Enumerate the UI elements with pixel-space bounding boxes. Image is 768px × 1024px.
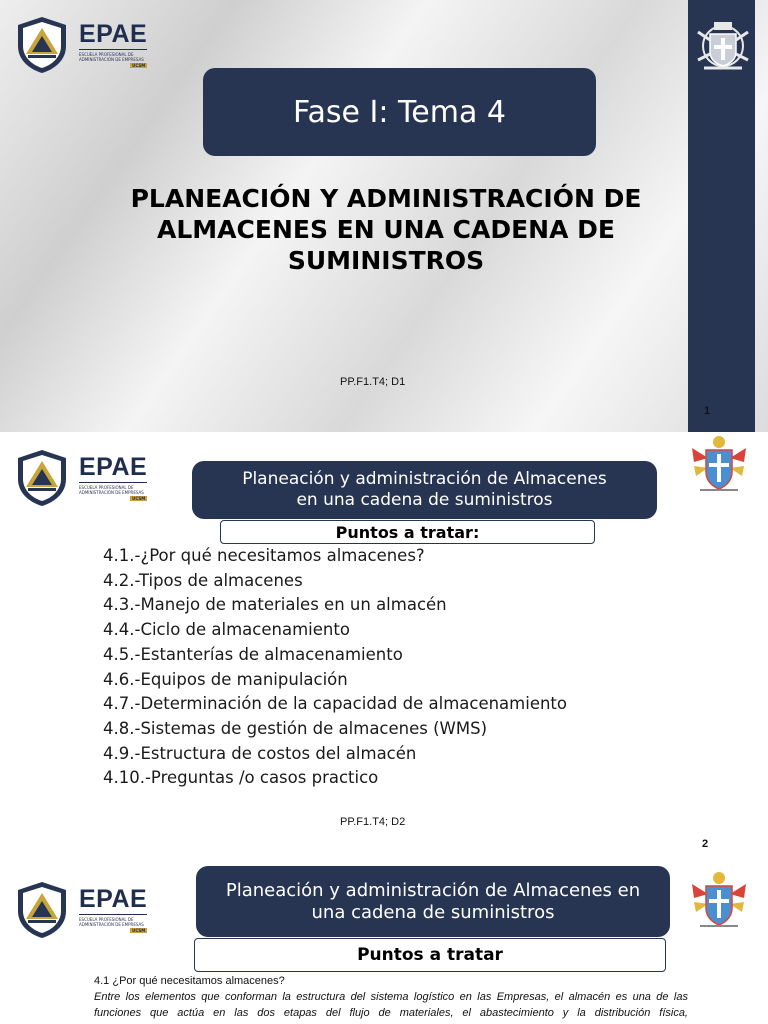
slide-2-title-line: en una cadena de suministros [296,490,553,510]
epae-logo [17,449,147,507]
logo-tag: UCSM [132,63,146,68]
topic-item: 4.7.-Determinación de la capacidad de almacenamiento [103,694,567,714]
slide-3-title-line: Planeación y administración de Almacenes en [225,879,641,901]
topic-item: 4.1.-¿Por qué necesitamos almacenes? [103,546,425,565]
slide-2-code: PP.F1.T4; D2 [340,816,406,828]
slide-1-code: PP.F1.T4; D1 [340,376,406,388]
epae-shield-icon [17,881,67,939]
logo-tag: UCSM [132,496,146,501]
topic-item: 4.2.-Tipos de almacenes [103,570,303,590]
topic-list [103,544,567,791]
slide-3-paragraph-line: Entre los elementos que conforman la estructura del sistema logístico en las Empresas, el almacén es una de las [94,991,688,1003]
topic-item: 4.3.-Manejo de materiales en un almacén [103,595,447,615]
slide-1-heading-line: ALMACENES EN UNA CADENA DE [157,215,615,244]
slide-1-heading-line: PLANEACIÓN Y ADMINISTRACIÓN DE [130,184,642,213]
university-coat-of-arms-icon [686,432,752,498]
epae-logo [17,16,147,74]
slide-3-title-box [196,866,670,937]
slide-3-section-heading: 4.1 ¿Por qué necesitamos almacenes? [94,975,285,987]
logo-tag: UCSM [132,928,146,933]
logo-wordmark: EPAE [79,885,148,913]
slide-1-heading-line: SUMINISTROS [287,246,485,275]
slide-1-title-box [203,68,596,156]
university-coat-of-arms-icon [686,868,752,934]
logo-subtitle: ESCUELA PROFESIONAL DE ADMINISTRACIÓN DE EMPRESAS [79,485,144,495]
slide-3-subtitle-box [194,938,666,972]
slide-1 [0,0,768,432]
logo-subtitle: ESCUELA PROFESIONAL DE ADMINISTRACIÓN DE EMPRESAS [79,917,144,927]
slide-3-title-line: una cadena de suministros [311,901,555,923]
epae-shield-icon [17,16,67,74]
slide-1-title: Fase I: Tema 4 [293,94,506,130]
slide-2-subtitle-box [220,520,595,544]
logo-subtitle: ESCUELA PROFESIONAL DE ADMINISTRACIÓN DE EMPRESAS [79,52,144,62]
slide-3 [0,860,768,1024]
logo-wordmark: EPAE [79,453,148,481]
topic-item: 4.10.-Preguntas /o casos practico [103,768,379,788]
epae-shield-icon [17,449,67,507]
slide-1-heading [100,183,672,276]
university-coat-of-arms-icon [690,12,756,78]
slide-1-page-number: 1 [704,405,711,417]
slide-3-paragraph-line: funciones que actúa en las dos etapas del flujo de materiales, el abastecimiento y la distribución física, [94,1007,688,1019]
topic-item: 4.4.-Ciclo de almacenamiento [103,620,350,640]
slide-2-subtitle: Puntos a tratar: [335,522,480,542]
logo-wordmark: EPAE [79,20,148,48]
topic-item: 4.8.-Sistemas de gestión de almacenes (WMS) [103,718,488,738]
slide-2-page-number: 2 [702,838,709,850]
topic-item: 4.9.-Estructura de costos del almacén [103,743,417,763]
topic-item: 4.5.-Estanterías de almacenamiento [103,644,403,664]
slide-2-title-line: Planeación y administración de Almacenes [242,469,607,489]
slide-3-paragraph [94,989,688,1021]
slide-3-subtitle: Puntos a tratar [357,945,503,965]
slide-2 [0,432,768,860]
epae-logo [17,881,147,939]
slide-1-sidebar [688,0,755,432]
topic-item: 4.6.-Equipos de manipulación [103,669,348,689]
slide-2-title-box [192,461,657,519]
